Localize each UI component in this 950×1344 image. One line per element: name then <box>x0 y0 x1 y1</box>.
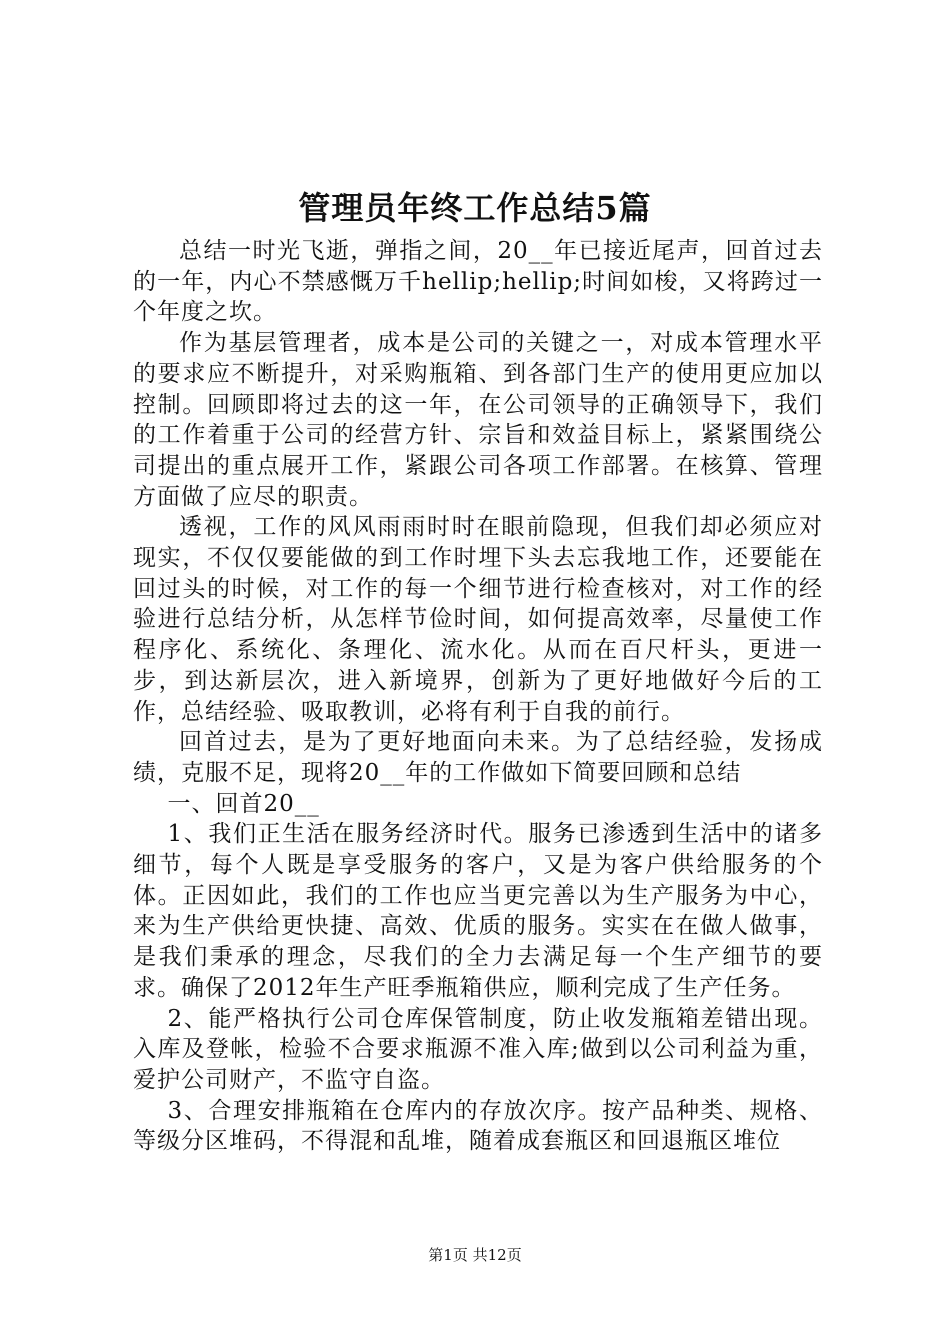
document-title: 管理员年终工作总结5篇 <box>298 189 652 227</box>
list-item-1: 1、我们正生活在服务经济时代。服务已渗透到生活中的诸多细节，每个人既是享受服务的客户，又是为客户供给服务的个体。正因如此，我们的工作也应当更完善以为生产服务为中心，来为生产供给更快捷、高效、优质的服务。实实在在做人做事，是我们秉承的理念，尽我们的全力去满足每一个生产细节的要求。确保了2012年生产旺季瓶箱供应，顺利完成了生产任务。 <box>133 821 823 1001</box>
paragraph-cost-management: 作为基层管理者，成本是公司的关键之一，对成本管理水平的要求应不断提升，对采购瓶箱、到各部门生产的使用更应加以控制。回顾即将过去的这一年，在公司领导的正确领导下，我们的工作着重于公司的经营方针、宗旨和效益目标上，紧紧围绕公司提出的重点展开工作，紧跟公司各项工作部署。在核算、管理方面做了应尽的职责。 <box>133 330 823 510</box>
paragraph-intro: 总结一时光飞逝，弹指之间，20__年已接近尾声，回首过去的一年，内心不禁感慨万千hellip;hellip;时间如梭，又将跨过一个年度之坎。 <box>133 238 823 326</box>
list-item-3: 3、合理安排瓶箱在仓库内的存放次序。按产品种类、规格、等级分区堆码，不得混和乱堆，随着成套瓶区和回退瓶区堆位 <box>133 1097 823 1155</box>
paragraph-review: 透视，工作的风风雨雨时时在眼前隐现，但我们却必须应对现实，不仅仅要能做的到工作时埋下头去忘我地工作，还要能在回过头的时候，对工作的每一个细节进行检查核对，对工作的经验进行总结分析，从怎样节俭时间，如何提高效率，尽量使工作程序化、系统化、条理化、流水化。从而在百尺杆头，更进一步，到达新层次，进入新境界，创新为了更好地做好今后的工作，总结经验、吸取教训，必将有利于自我的前行。 <box>133 514 823 725</box>
page-footer: 第1页 共12页 <box>428 1246 522 1264</box>
document-body <box>133 236 823 1157</box>
paragraph-looking-back: 回首过去，是为了更好地面向未来。为了总结经验，发扬成绩，克服不足，现将20__年的工作做如下简要回顾和总结 <box>133 729 823 786</box>
section-heading-1: 一、回首20__ <box>167 790 320 817</box>
list-item-2: 2、能严格执行公司仓库保管制度，防止收发瓶箱差错出现。入库及登帐，检验不合要求瓶源不准入库;做到以公司利益为重，爱护公司财产，不监守自盗。 <box>133 1005 823 1093</box>
